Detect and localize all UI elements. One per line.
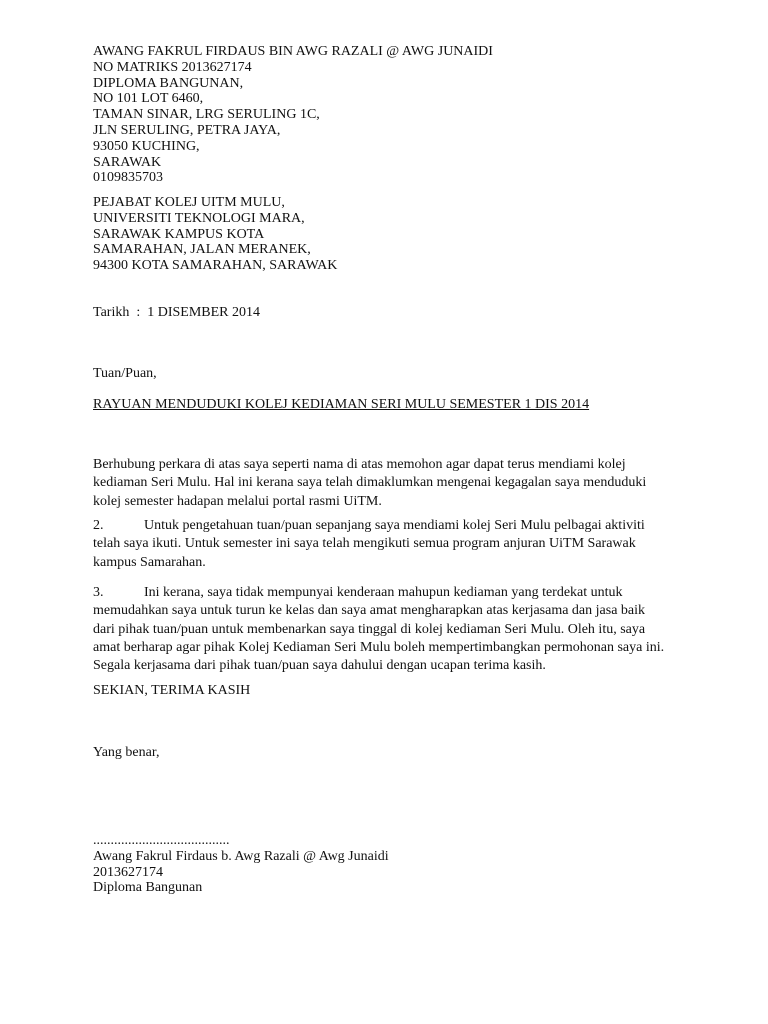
- paragraph-line: kampus Samarahan.: [93, 554, 206, 570]
- recipient-line: PEJABAT KOLEJ UITM MULU,: [93, 195, 285, 210]
- recipient-line: SARAWAK KAMPUS KOTA: [93, 226, 265, 242]
- sender-line: 0109835703: [93, 170, 163, 186]
- paragraph-3: [93, 584, 693, 675]
- paragraph-number: 3.: [93, 585, 104, 600]
- signoff: [93, 745, 693, 761]
- paragraph-line-text: Untuk pengetahuan tuan/puan sepanjang saya mendiami kolej Seri Mulu pelbagai aktiviti: [144, 518, 645, 533]
- paragraph-2: [93, 517, 693, 572]
- recipient-line: SAMARAHAN, JALAN MERANEK,: [93, 242, 311, 258]
- sender-line: 93050 KUCHING,: [93, 138, 200, 154]
- sender-line: AWANG FAKRUL FIRDAUS BIN AWG RAZALI @ AWG JUNAIDI: [93, 44, 493, 59]
- paragraph-number: 2.: [93, 518, 104, 533]
- sender-line: SARAWAK: [93, 154, 162, 170]
- signature-dots: .......................................: [93, 833, 230, 848]
- recipient-address: [93, 195, 693, 274]
- paragraph-line: memudahkan saya untuk turun ke kelas dan saya amat mengharapkan atas kerjasama dan jasa baik: [93, 603, 646, 619]
- paragraph-line: amat berharap agar pihak Kolej Kediaman Seri Mulu boleh mempertimbangkan permohonan saya ini.: [93, 639, 665, 655]
- sender-line: NO 101 LOT 6460,: [93, 91, 204, 107]
- sender-line: JLN SERULING, PETRA JAYA,: [93, 122, 281, 138]
- paragraph-line: [93, 584, 693, 602]
- paragraph-line: Segala kerjasama dari pihak tuan/puan saya dahului dengan ucapan terima kasih.: [93, 658, 546, 674]
- recipient-line: 94300 KOTA SAMARAHAN, SARAWAK: [93, 258, 338, 274]
- date-text: Tarikh : 1 DISEMBER 2014: [93, 305, 261, 320]
- paragraph-line: telah saya ikuti. Untuk semester ini saya telah mengikuti semua program anjuran UiTM Sarawak: [93, 536, 636, 552]
- paragraph-line: kolej semester hadapan melalui portal rasmi UiTM.: [93, 493, 382, 509]
- sender-line: TAMAN SINAR, LRG SERULING 1C,: [93, 107, 320, 123]
- subject: [93, 397, 693, 413]
- paragraph-line: dari pihak tuan/puan untuk membenarkan saya tinggal di kolej kediaman Seri Mulu. Oleh itu, saya: [93, 621, 646, 637]
- paragraph-line: kediaman Seri Mulu. Hal ini kerana saya telah dimaklumkan mengenai kegagalan saya menduduki: [93, 475, 647, 491]
- paragraph-line: [93, 517, 693, 535]
- closing: [93, 683, 693, 699]
- paragraph-line: Berhubung perkara di atas saya seperti nama di atas memohon agar dapat terus mendiami kolej: [93, 457, 626, 472]
- salutation: [93, 366, 693, 382]
- salutation-text: Tuan/Puan,: [93, 366, 157, 381]
- recipient-line: UNIVERSITI TEKNOLOGI MARA,: [93, 210, 305, 226]
- signature-block: [93, 833, 693, 896]
- date-line: [93, 305, 693, 321]
- subject-text: RAYUAN MENDUDUKI KOLEJ KEDIAMAN SERI MULU SEMESTER 1 DIS 2014: [93, 397, 590, 412]
- signature-matric: 2013627174: [93, 864, 163, 880]
- paragraph-line-text: Ini kerana, saya tidak mempunyai kenderaan mahupun kediaman yang terdekat untuk: [144, 585, 623, 600]
- signature-program: Diploma Bangunan: [93, 880, 203, 896]
- closing-text: SEKIAN, TERIMA KASIH: [93, 683, 251, 698]
- signoff-text: Yang benar,: [93, 745, 160, 760]
- sender-line: DIPLOMA BANGUNAN,: [93, 75, 244, 91]
- sender-address: [93, 44, 693, 186]
- paragraph-1: [93, 456, 693, 511]
- sender-line: NO MATRIKS 2013627174: [93, 59, 252, 75]
- signature-name: Awang Fakrul Firdaus b. Awg Razali @ Awg Junaidi: [93, 848, 389, 864]
